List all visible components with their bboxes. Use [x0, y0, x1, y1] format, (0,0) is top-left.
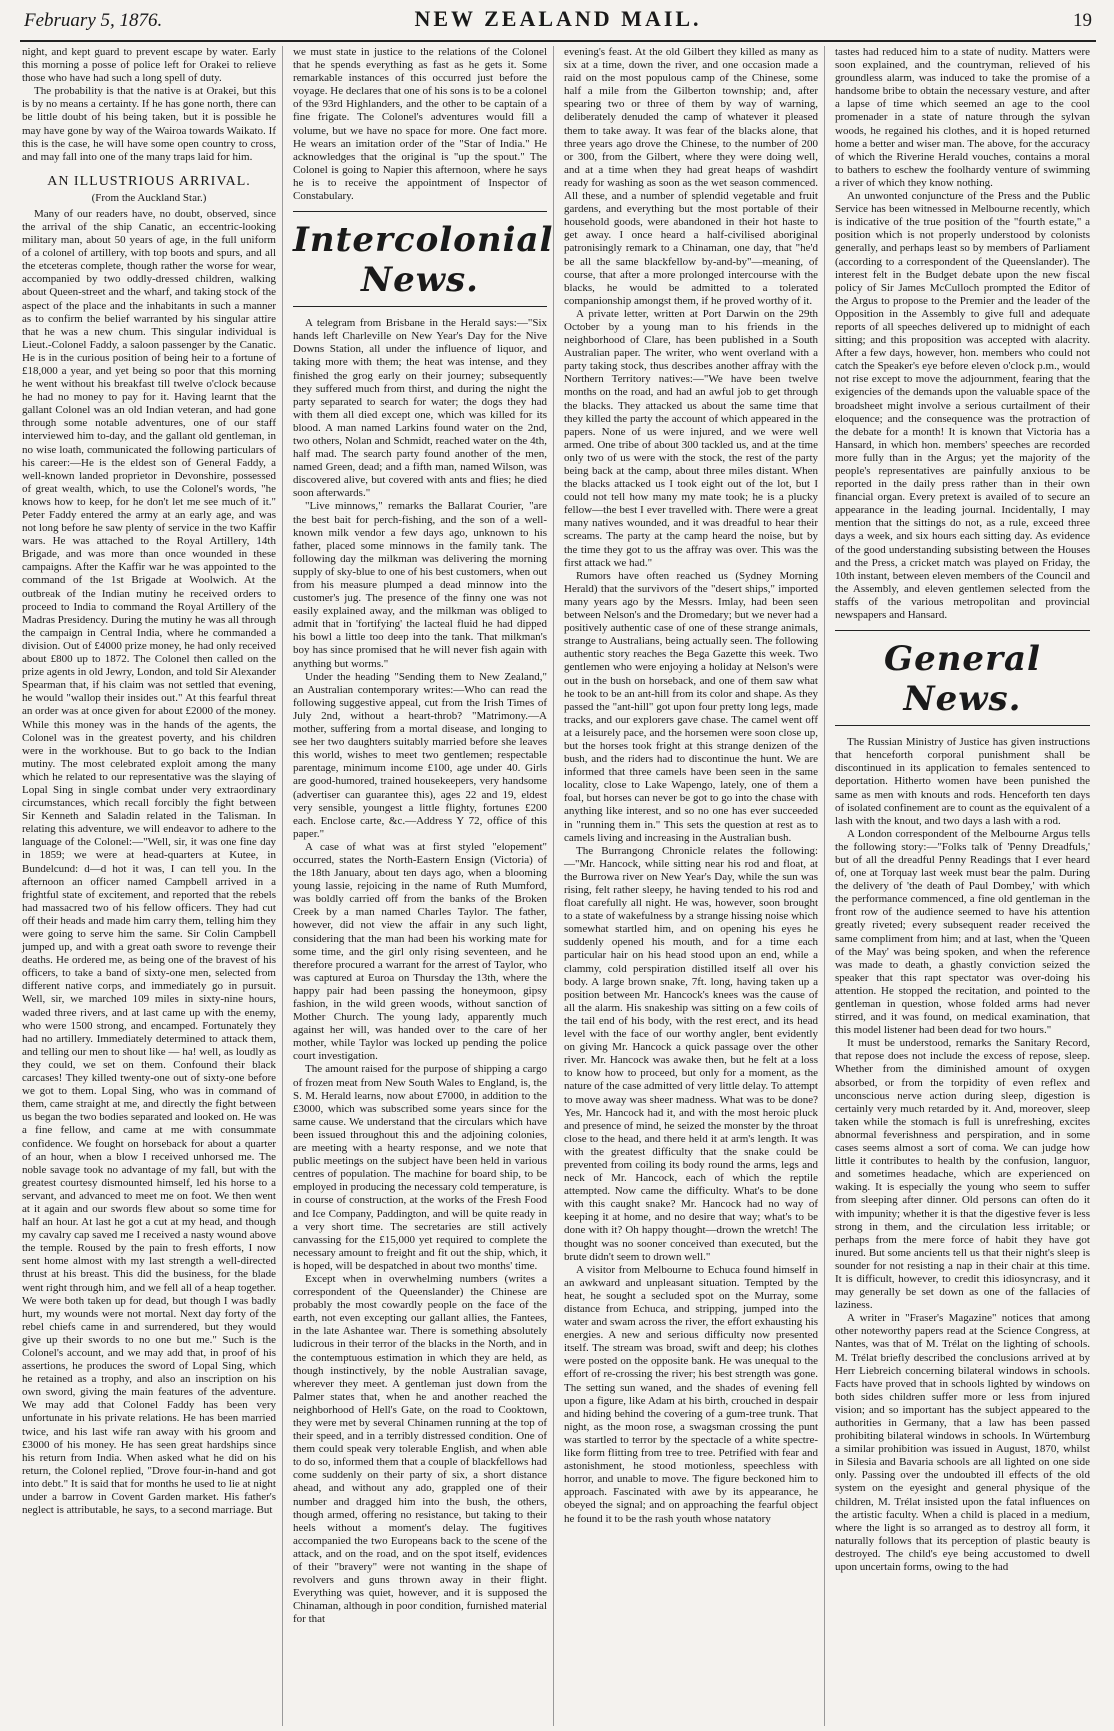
paragraph: we must state in justice to the relations of the Colonel that he spends everything as fast as he gets it. Some remarkable instances of this occurred just before the voyage. He declares that one of his sons is to be a colonel of the 93rd Highlanders, and the other to be captain of a fine frigate. The Colonel's adventures would fill a volume, but we have no space for more. One fact more. He wears an imitation order of the "Star of India." He acknowledges that the original is "up the spout." The Colonel is going to Napier this afternoon, where he says he is to receive the appointment of Inspector of Constabulary. [293, 46, 547, 203]
paragraph: A London correspondent of the Melbourne Argus tells the following story:—"Folks talk of 'Penny Dreadfuls,' but of all the dreadful Penny Readings that I ever heard of, one at Torquay last week must bear the palm. During the delivery of 'the death of Paul Dombey,' with which the performance commenced, a fine old gentleman in the front row of the audience seemed to have his attention greatly riveted; every subsequent reader received the same compliment from him; and at last, when the 'Queen of the May' was being spoken, and when the reference was made to death, a ghastly conviction seized the speaker that this rapt spectator was over-doing his attention. He stopped the recitation, and pointed to the gentleman in question, whose folded arms had never stirred, and it was found, on medical examination, that this model listener had been dead for two hours." [835, 827, 1090, 1037]
paragraph: night, and kept guard to prevent escape by water. Early this morning a posse of police left for Orakei to relieve those who have had such a long spell of duty. [22, 46, 276, 85]
paragraph: A private letter, written at Port Darwin on the 29th October by a young man to his friends in the neighborhood of Clare, has been published in a South Australian paper. The writer, who went overland with a party taking stock, thus describes another affray with the Northern Territory natives:—"We have been twelve months on the road, and had an awful job to get through the blacks. They attacked us about the same time that they killed the party the account of which appeared in the papers. None of us were injured, and we were well armed. One tribe of about 300 tackled us, and at the time only two of us were with the stock, the rest of the party being back at the camp, about three miles distant. When the blacks attacked us I took eight out of the lot, but I could not tell how many my mate took; he is a plucky fellow—the best I ever travelled with. There were a great many natives wounded, and it was dreadful to hear their screams. The party at the camp heard the noise, but by the time they got to us the affray was over. This was the first attack we had." [564, 307, 818, 569]
section-heading: Intercolonial News. [293, 211, 547, 307]
paragraph: A visitor from Melbourne to Echuca found himself in an awkward and unpleasant situation. Tempted by the heat, he sought a secluded spot on the Murray, some distance from Echuca, and stripping, jumped into the water and swam across the river, the effort exhausting his energies. A new and serious difficulty now presented itself. The stream was broad, swift and deep; his clothes were posted on the opposite bank. He was unequal to the effort of re-crossing the river; his best strength was gone. The setting sun waned, and the shades of evening fell upon a figure, like Adam at his birth, crouched in despair and hiding behind the covering of a gum-tree trunk. That night, as the moon rose, a swagsman crossing the punt was startled to terror by the spectacle of a white spectre-like form flitting from tree to tree. Petrified with fear and astonishment, he stood motionless, speechless with horror, and unable to move. The figure beckoned him to approach. Fascinated with awe by its appearance, he obeyed the signal; and on approaching the fearful object he found it to be the rash youth whose natatory [564, 1263, 818, 1525]
paragraph: Many of our readers have, no doubt, observed, since the arrival of the ship Canatic, an eccentric-looking military man, about 50 years of age, in the full uniform of a colonel of artillery, with top boots and spurs, and all the etceteras complete, though rather the worse for wear, accompanied by two oddly-dressed children, walking about Queen-street and the wharf, and taking stock of the aspect of the place and the inhabitants in such a manner as to confirm the belief warranted by his singular attire that he was a new chum. This singular individual is Lieut.-Colonel Faddy, a saloon passenger by the Canatic. He is in the curious position of being heir to a fortune of £18,000 a year, and yet being so poor that this morning he went without his breakfast till twelve o'clock because he had no money to pay for it. Having learnt that the gallant Colonel was an old Indian veteran, and had gone through some notable adventures, one of our staff interviewed him to-day, and the gallant old gentleman, in no wise loath, communicated the following particulars of his career:—He is the eldest son of General Faddy, a well-known landed proprietor in Devonshire, possessed of great wealth, which, to use the Colonel's words, "he knows how to keep, for he don't let me see much of it." Peter Faddy entered the army at an early age, and was not long before he saw plenty of service in the two Kaffir wars. He was attached to the Royal Artillery, 14th Brigade, and was more than once wounded in these campaigns. After the Kaffir war he was appointed to the command of the 1st Brigade at Woolwich. At the outbreak of the Indian mutiny he received orders to proceed to India to command the Royal Artillery of the Madras Presidency. During the mutiny he was all through the campaign in Central India, where he commanded a division. Out of £4000 prize money, he had only received about £800 up to 1872. The Colonel then called on the prize agents in old Jewry, London, and told Sir Alexander Spearman that, if his claim was not settled that evening, he would "wallop their insides out." At this fearful threat an order was at once given for about £2000 of the money. While this money was in the hands of the agents, the Colonel was in the greatest poverty, and his children were in the workhouse. But to go back to the Indian mutiny. The most celebrated exploit among the many which he related to our representative was the slaying of Lopal Sing in single combat under very extraordinary circumstances, which recall forcibly the fight between Sir Kenneth and Saladin related in the Talisman. In relating this adventure, we will endeavor to adhere to the language of the Colonel:—"Well, sir, it was one fine day in 1859; we were at head-quarters at Kutee, in Bundelcund: d—d hot it was, I can tell you. In the afternoon an officer named Campbell arrived in a frightful state of excitement, and reported that the rebels had massacred two of his fellow officers. They had cut off their heads and made him carry them, telling him they were going to serve him the same. Sir Colin Campbell jumped up, and with a great oath swore to revenge their deaths. He ordered me, as being one of the bravest of his officers, to take a band of sixty-one men, selected from different native corps, and immediately go in pursuit. Well, sir, we marched 109 miles in sixty-nine hours, waded three rivers, and at last came up with the enemy, who were 1500 strong, and encamped. Fortunately they had no artillery. Immediately determined to attack them, and telling our men to shout like — ha! well, as loudly as they could, we set on them. Confound their black carcases! They killed twenty-one out of sixty-one before we got to them. Lopal Sing, who was in command of them, came straight at me, and directly the fight between us began the two bodies separated and looked on. He was a fine fellow, and came at me with consummate confidence. We fought on horseback for about a quarter of an hour, when a blow I received unhorsed me. The noble savage took no advantage of my fall, but with the greatest courtesy dismounted himself, led his horse to a servant, and advanced to meet me on foot. We then went at it again and our swords flew about so some time for half an hour. At last he got a cut at my head, and though my cavalry cap saved me I received a nasty wound above the temple. Roused by the pain to fresh efforts, I now sent home almost with my last strength a well-directed thrust at his breast. This did the business, for the blade went right through him, and we fell all of a heap together. We were both taken up for dead, but though I was badly hurt, my wounds were not mortal. Next day forty of the rebel chiefs came in and surrendered, but they would give up their swords to no one but me." Such is the Colonel's account, and we may add that, in proof of his assertions, he produces the sword of Lopal Sing, which he retained as a trophy, and also an inscription on his own sword, giving the main features of the adventure. We may add that Colonel Faddy has been very unfortunate in his private relations. He has been married twice, and his last wife ran away with his groom and £3000 of his money. He has seen great hardships since his return from India. When asked what he did on his return, the Colonel replied, "Drove four-in-hand and got into debt." It is said that for months he used to lie at night under a barrow in Covent Garden market. His father's neglect is attributable, he says, to a second marriage. But [22, 207, 276, 1517]
page-number: 19 [1073, 10, 1092, 31]
masthead-rule [20, 40, 1096, 42]
paragraph: It must be understood, remarks the Sanitary Record, that repose does not include the excess of repose, sleep. Whether from the diminished amount of oxygen absorbed, or from the torpidity of even reflex and unconscious nerve action during sleep, digestion is certainly very much retarded by it. And, moreover, sleep taken while the stomach is full is unrefreshing, excites abnormal feverishness and perspiration, and in some cases seems almost a sort of coma. We can judge how little it contributes to health by the confusion, languor, and sometimes headache, which are experienced on waking. It is especially the young who seem to suffer from sleeping after dinner. Old persons can often do it with impunity; whether it is that the digestive fever is less strong in them, and the circulation less irritable; or perhaps from the mere force of habit they have got inured. But some ancients tell us that their night's sleep is sounder for not resisting a nap in their chair at this time. It is difficult, however, to credit this idiosyncrasy, and it may generally be set down as one of the fallacies of laziness. [835, 1037, 1090, 1312]
paragraph: "Live minnows," remarks the Ballarat Courier, "are the best bait for perch-fishing, and the son of a well-known milk vendor a few days ago, unknown to his father, placed some minnows in the family tank. The following day the milkman was delivering the morning supply of sky-blue to one of his best customers, when out from his measure plumped a dead minnow into the customer's jug. The presence of the finny one was not easily explained away, and the milkman was obliged to admit that in 'fortifying' the lacteal fluid he had dipped his bowl a little too deep into the tank. That milkman's boy has since promised that he will never fish again with anything but worms." [293, 500, 547, 670]
paragraph: A telegram from Brisbane in the Herald says:—"Six hands left Charleville on New Year's Day for the Nive Downs Station, all under the influence of liquor, and taking more with them; the heat was intense, and they finished the grog early on their journey; subsequently they suffered much from thirst, and during the night the party separated to search for water; the dogs they had with them all died except one, which was killed for its blood. A man named Larkins found water on the 2nd, two others, Nolan and Schmidt, reached water on the 4th, half mad. The search party found another of the men, named Green, dead; and a fifth man, named Wilson, was discovered alive, but covered with ants and flies; he died soon afterwards." [293, 317, 547, 500]
section-heading: General News. [835, 630, 1090, 726]
article-source: (From the Auckland Star.) [91, 191, 207, 204]
paragraph: A writer in "Fraser's Magazine" notices that among other noteworthy papers read at the Science Congress, at Nantes, was that of M. Trélat on the lighting of schools. M. Trélat briefly described the conclusions arrived at by Herr Liebreich concerning bilateral windows in schools. Facts have proved that in schools lighted by windows on both sides children suffer more or less from injured vision; and so important has the subject appeared to the authorities in Germany, that a law has been passed prohibiting bilateral windows in schools. In Würtemburg a similar prohibition was issued in August, 1870, whilst in Silesia and Bavaria schools are all lighted on one side only. Passing over the undoubted ill effects of the old system on the eyesight and general physique of the children, M. Trélat insisted upon the fatal influences on the artistic faculty. When a child is placed in a medium, where the light is so arranged as to destroy all form, it naturally follows that its perception of plastic beauty is destroyed. The child's eye being accustomed to dwell upon uncertain forms, owing to the had [835, 1312, 1090, 1574]
paragraph: A case of what was at first styled "elopement" occurred, states the North-Eastern Ensign (Victoria) of the 18th January, about ten days ago, when a blooming young lassie, rejoicing in the name of Ruth Mumford, was boldly carried off from the banks of the Broken Creek by a man named Charles Taylor. The father, however, did not view the affair in any such light, considering that the man had been his working mate for some time, and the girl only rising seventeen, and he therefore procured a warrant for the arrest of Taylor, who was captured at Euroa on Thursday the 13th, where the happy pair had been passing the honeymoon, gipsy fashion, in the wild green woods, without sanction of Mother Church. The young lady, apparently much against her will, was handed over to the care of her mother, while Taylor was locked up pending the police court investigation. [293, 840, 547, 1063]
paragraph: Rumors have often reached us (Sydney Morning Herald) that the survivors of the "desert ships," imported many years ago by the Messrs. Imlay, had been seen between Nelson's and the Dromedary; but we never had a positively authentic case of one of these strange animals, strange to Australians, being actually seen. The following authentic story reaches the Bega Gazette this week. Two gentlemen who were enjoying a holiday at Nelson's were out in the bush on horseback, and one of them saw what he took to be an ant-hill from its color and shape. As they passed the "ant-hill" got upon four pretty long legs, made tracks, and our explorers gave chase. The camel went off at a leisurely pace, and the horsemen were soon close up, but the horses took fright at this strange denizen of the bush, and the riders had to discontinue the hunt. We are informed that three camels have been seen in the same locality, close to Lake Wapengo, lately, one of them a foal, but horses can never be got to go into the chase with anything like interest, and so no one has ever succeeded in "running them in." This sets the question at rest as to camels living and increasing in the Australian bush. [564, 569, 818, 844]
paragraph: evening's feast. At the old Gilbert they killed as many as six at a time, down the river, and one occasion made a raid on the most populous camp of the Chinese, some half a mile from the Gilberton township; and, after spearing two or three of them by way of warning, deliberately denuded the camp of whatever it pleased them to take away. It was fear of the blacks alone, that three years ago drove the Chinese, to the number of 200 or 300, from the Gilbert, where they were doing well, and at a time when they had great heaps of washdirt ready for washing as soon as the wet season commenced. All these, and a number of splendid vegetable and fruit gardens, and everything but the most portable of their household goods, were abandoned in their hot haste to get away. I once heard a half-civilised aboriginal patronisingly remark to a Chinaman, one day, that "he'd be all the same blackfellow by-and-by"—meaning, of course, that after a more prolonged intercourse with the blacks, he would be admitted to a tolerated companionship amongst them, if he proved worthy of it. [564, 46, 818, 307]
paragraph: The probability is that the native is at Orakei, but this is by no means a certainty. If he has gone north, there can be little doubt of his being taken, but it is possible he may have gone by way of the Wairoa towards Waikato. If this is the case, he will have some open country to cross, and may fall into one of the many traps laid for him. [22, 85, 276, 163]
paragraph: Under the heading "Sending them to New Zealand," an Australian contemporary writes:—Who can read the following suggestive appeal, cut from the Irish Times of July 2nd, without a heart-throb? "Matrimony.—A mother, suffering from a mortal disease, and longing to see her two daughters suitably married before she leaves this world, wishes to meet two gentlemen; respectable parentage, minimum income £100, age under 40. Girls are good-humored, trained housekeepers, very handsome (advertiser can guarantee this), ages 22 and 19, eldest very sensible, youngest a little flighty, fortunes £200 each. Enclose carte, &c.—Address Y 72, office of this paper." [293, 670, 547, 840]
column-2 [291, 46, 554, 1726]
paragraph: Except when in overwhelming numbers (writes a correspondent of the Queenslander) the Chinese are probably the most cowardly people on the face of the earth, not even excepting our gallant allies, the Fantees, in the late Ashantee war. There is something absolutely ludicrous in their terror of the blacks in the North, and in the contemptuous estimation in which they are held, as though instinctively, by the noble Australian savage, wherever they meet. A gentleman just down from the Palmer states that, when he and another reached the neighborhood of Hell's Gate, on the road to Cooktown, they were met by several Chinamen running at the top of their speed, and in a terribly distressed condition. One of them could speak very tolerable English, and when able to do so, informed them that a couple of blackfellows had come suddenly on their party of six, a short distance ahead, and without any ado, grappled one of their number and dragged him into the bush, the others, though armed, offering no resistance, but taking to their heels without a moment's delay. The fugitives accompanied the two Europeans back to the scene of the attack, and on the road, and on the spot itself, evidences of their "bravery" were not wanting in the shape of revolvers and guns thrown away in their flight. Everything was quiet, however, and it is supposed the Chinaman, although in poor condition, furnished material for that [293, 1272, 547, 1626]
paragraph: An unwonted conjuncture of the Press and the Public Service has been witnessed in Melbourne recently, which is indicative of the true position of the "fourth estate," a position which is not properly understood by colonists generally, and perhaps least so by members of Parliament (according to a correspondent of the Queenslander). The interest felt in the Budget debate upon the new fiscal policy of Sir James McCulloch prompted the Editor of the Argus to propose to the Premier and the leader of the Opposition in the Assembly to give full and adequate reports of all speeches delivered up to midnight of each sitting; and this proposition was accepted with alacrity. After a few days, however, hon. members who could not catch the Speaker's eye before eleven o'clock p.m., would not rise except to move the adjournment, fearing that the exigencies of the demands upon the valuable space of the broadsheet might involve a serious curtailment of their eloquence; and the consequence was the protraction of the debate for a month! It is known that Victoria has a Hansard, in which hon. members' speeches are recorded more fully than in the Argus; yet the majority of the people's representatives are painfully anxious to be reported in the daily press rather than in their own financial organ. Every pretext is availed of to secure an appearance in the leading journal. Incidentally, I may mention that the sittings do not, as a rule, exceed three days a week, and six hours each sitting day. As evidence of the good understanding subsisting between the Houses and the Press, a cricket match was played on Friday, the 10th instant, between eleven members of the Council and the Assembly, and eleven gentlemen selected from the staffs of the various metropolitan and provincial newspapers and Hansard. [835, 190, 1090, 622]
newspaper-title: NEW ZEALAND MAIL. [414, 6, 702, 31]
paragraph: tastes had reduced him to a state of nudity. Matters were soon explained, and the countryman, relieved of his groundless alarm, was induced to take the promise of a handsome bribe to obtain the necessary vesture, and after a lapse of time which seemed an age to the cool promenader in a state of nature through the sylvan woods, he regained his clothes, and it is hoped returned home a better and wiser man. The above, for the accuracy of which the Riverine Herald vouches, contains a moral to bathers to eschew the foolhardy venture of swimming a river of which they know nothing. [835, 46, 1090, 189]
column-1 [20, 46, 283, 1726]
article-headline: AN ILLUSTRIOUS ARRIVAL. [47, 173, 251, 189]
column-4 [833, 46, 1096, 1726]
masthead [20, 6, 1096, 38]
paragraph: The amount raised for the purpose of shipping a cargo of frozen meat from New South Wales to England, is, the S. M. Herald learns, now about £7000, in addition to the £3000, which was subscribed some years since for the same cause. We understand that the circulars which have been issued throughout this and the adjoining colonies, are meeting with a hearty response, and we note that public meetings on the subject have been held in various centres of population. The machine for board ship, to be employed in producing the necessary cold temperature, is in course of construction, at the works of the Fresh Food and Ice Company, Paddington, and will be quite ready in a very short time. The secretaries are still actively canvassing for the £15,000 yet required to complete the necessary amount to freight and fit out the ship, which, it is hoped, will be despatched in about two months' time. [293, 1063, 547, 1272]
columns [20, 46, 1096, 1726]
issue-date: February 5, 1876. [24, 10, 163, 31]
column-3 [562, 46, 825, 1726]
paragraph: The Russian Ministry of Justice has given instructions that henceforth corporal punishment shall be discontinued in its application to females sentenced to deportation. Hitherto women have been punished the same as men with knouts and rods. Henceforth ten days of isolated confinement are to count as the equivalent of a lash with the knout, and two days a lash with a rod. [835, 736, 1090, 827]
paragraph: The Burrangong Chronicle relates the following:—"Mr. Hancock, while sitting near his rod and float, at the Burrowa river on New Year's Day, while the sun was rising, felt rather sleepy, he having tended to his rod and float carefully all night. He was, however, soon brought to a state of wakefulness by a strange hissing noise which somewhat startled him, and on opening his eyes he suddenly opened his mouth, and for a time each particular hair on his head stood upon an end, while a clammy, cold perspiration distilled itself all over his body. A large brown snake, 7ft. long, having taken up a position between Mr. Hancock's knees was the cause of all the alarm. His snakeship was sitting on a few coils of the tail end of his body, with the rest erect, and its head level with the face of our worthy angler, bent evidently on giving Mr. Hancock a quick passage over the other river. Mr. Hancock was awake then, but he felt at a loss to know how to proceed, but only for a moment, as the nature of the case admitted of very little delay. To attempt to move away was sheer madness. What was to be done? Yes, Mr. Hancock had it, and with the most heroic pluck and presence of mind, he seized the monster by the throat close to the head, and there held it at arm's length. It was with the greatest difficulty that the snake could be prevented from coiling its body round the arms, legs and neck of Mr. Hancock, each of which the reptile attempted. Now came the difficulty. What's to be done with this caught snake? Mr. Hancock had no way of keeping it at home, and no desire that way; what's to be done with it? Oh happy thought—drown the wretch! The thought was no sooner conceived than executed, but the brute didn't seem to drown well." [564, 844, 818, 1263]
